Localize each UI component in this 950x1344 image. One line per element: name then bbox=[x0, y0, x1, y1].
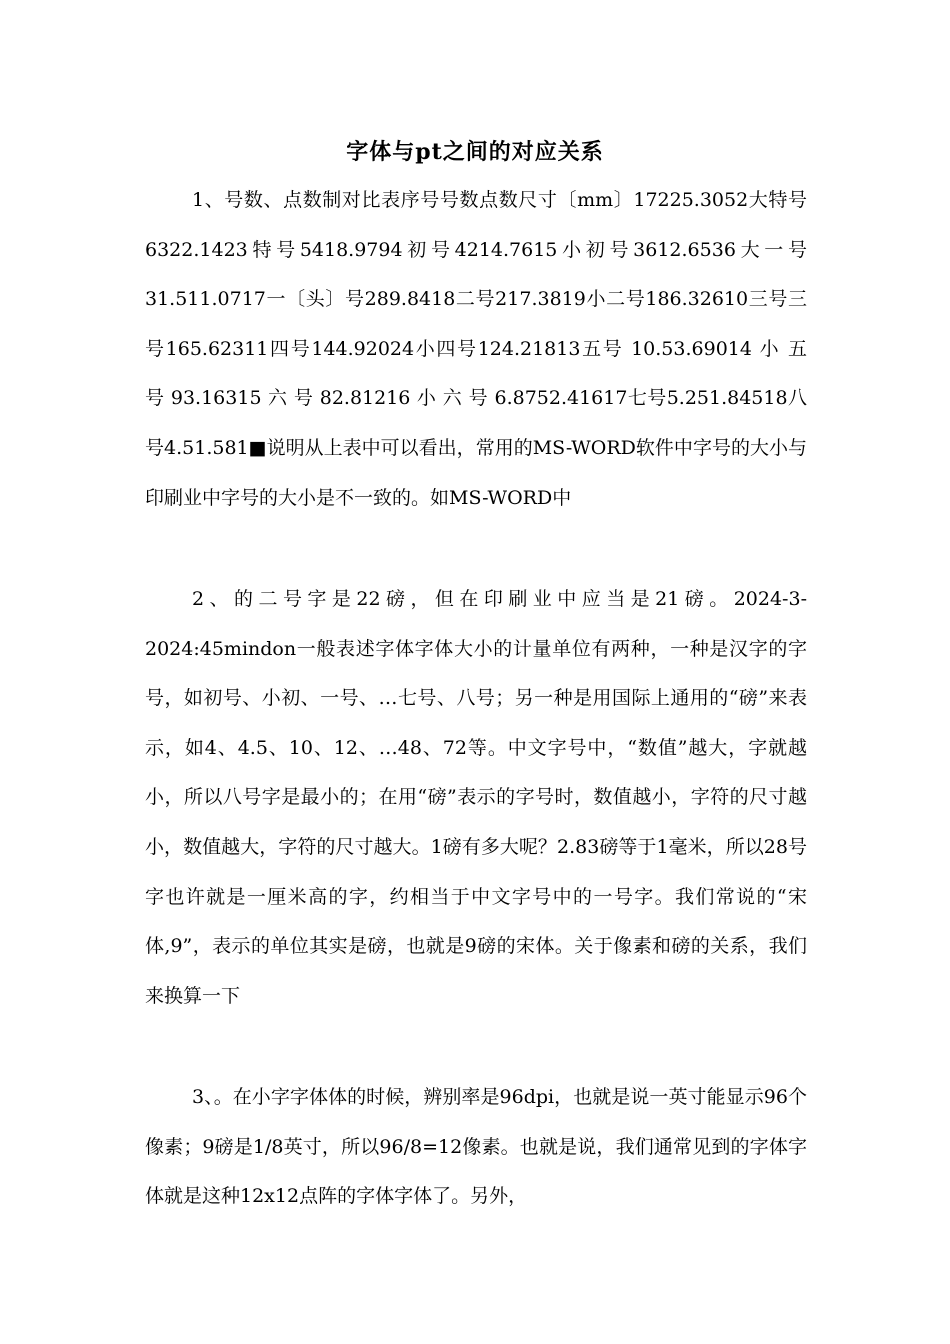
document-title: 字体与pt之间的对应关系 bbox=[346, 139, 604, 165]
paragraph-1: 1、号数、点数制对比表序号号数点数尺寸〔mm〕17225.3052大特号6322.1423特号5418.9794初号4214.7615小初号3612.6536大一号31.511.0717一〔头〕号289.8418二号217.3819小二号186.32610三号三号165.62311四号144.92024小四号124.21813五号 10.53.69014 小 五 号 93.16315 六 号 82.81216 小 六 号 6.8752.41617七号5.251.84518八号4.51.581■说明从上表中可以看出，常用的MS-WORD软件中字号的大小与印刷业中字号的大小是不一致的。如MS-WORD中 bbox=[145, 189, 807, 509]
paragraph-2: 2、的二号字是22磅，但在印刷业中应当是21磅。2024-3-2024:45mindon一般表述字体字体大小的计量单位有两种，一种是汉字的字号，如初号、小初、一号、…七号、八号；另一种是用国际上通用的“磅”来表示，如4、4.5、10、12、…48、72等。中文字号中，“数值”越大，字就越小，所以八号字是最小的；在用“磅”表示的字号时，数值越小，字符的尺寸越小，数值越大，字符的尺寸越大。1磅有多大呢？2.83磅等于1毫米，所以28号字也许就是一厘米高的字，约相当于中文字号中的一号字。我们常说的“宋体,9”，表示的单位其实是磅，也就是9磅的宋体。关于像素和磅的关系，我们来换算一下 bbox=[145, 588, 807, 1007]
paragraph-3: 3、。在小字字体体的时候，辨别率是96dpi，也就是说一英寸能显示96个像素；9磅是1/8英寸，所以96/8=12像素。也就是说，我们通常见到的字体字体就是这种12x12点阵的字体字体了。另外， bbox=[145, 1086, 807, 1208]
